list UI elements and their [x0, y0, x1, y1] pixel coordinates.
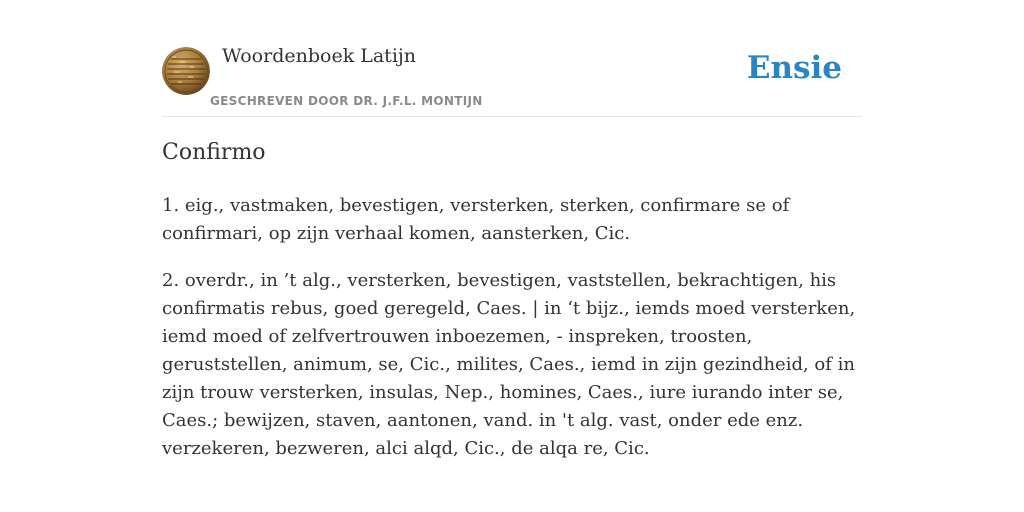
definition-paragraph: 1. eig., vastmaken, bevestigen, versterken, sterken, confirmare se of confirmari, op zijn verhaal komen, aansterken, Cic. — [162, 195, 790, 244]
header — [162, 0, 862, 117]
entry-title: Confirmo — [162, 140, 266, 165]
brand-logo[interactable]: Ensie — [746, 50, 842, 86]
definition-paragraph: 2. overdr., in ’t alg., versterken, bevestigen, vaststellen, bekrachtigen, his confirmatis rebus, goed geregeld, Caes. | in ‘t bijz., iemds moed versterken, iemd moed of zelfvertrouwen inboezemen, - inspreken, troosten, geruststellen, animum, se, Cic., milites, Caes., iemd in zijn gezindheid, of in zijn trouw versterken, insulas, Nep., homines, Caes., iure iurando inter se, Caes.; bewijzen, staven, aantonen, vand. in 't alg. vast, onder ede enz. verzekeren, bezweren, alci alqd, Cic., de alqa re, Cic. — [162, 270, 856, 459]
latin-inscription-coin-icon[interactable] — [162, 47, 210, 95]
author-byline: GESCHREVEN DOOR DR. J.F.L. MONTIJN — [210, 94, 483, 108]
entry-card — [162, 0, 862, 512]
entry-body — [162, 192, 862, 482]
book-title[interactable]: Woordenboek Latijn — [222, 45, 417, 67]
